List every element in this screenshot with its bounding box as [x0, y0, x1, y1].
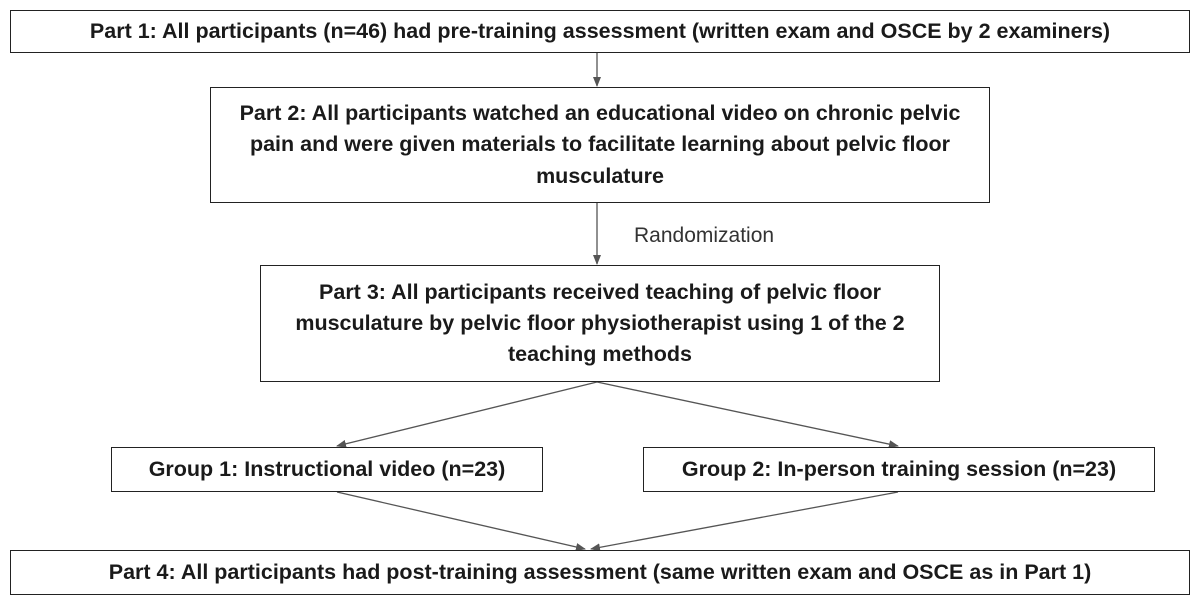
arrow-group2-to-part4	[591, 492, 898, 549]
part3-text: Part 3: All participants received teaching of pelvic floor musculature by pelvic floor physiotherapist using 1 of the 2 teaching methods	[295, 279, 905, 367]
group2-text: Group 2: In-person training session (n=23)	[681, 456, 1117, 481]
arrow-group1-to-part4	[337, 492, 585, 549]
part2-text: Part 2: All participants watched an educational video on chronic pelvic pain and were given materials to facilitate learning about pelvic floor musculature	[239, 101, 961, 188]
part1-box	[10, 10, 1190, 53]
arrow-part3-to-group2	[597, 382, 898, 446]
group1-box	[111, 447, 543, 492]
part3-box	[260, 265, 940, 382]
group2-box	[643, 447, 1155, 492]
part2-box	[210, 87, 990, 203]
group1-text: Group 1: Instructional video (n=23)	[148, 456, 506, 481]
arrow-part3-to-group1	[337, 382, 597, 446]
part4-text: Part 4: All participants had post-training assessment (same written exam and OSCE as in Part 1)	[108, 559, 1092, 584]
part1-text: Part 1: All participants (n=46) had pre-training assessment (written exam and OSCE by 2 examiners)	[89, 18, 1111, 43]
part4-box	[10, 550, 1190, 595]
randomization-label: Randomization	[634, 224, 775, 247]
